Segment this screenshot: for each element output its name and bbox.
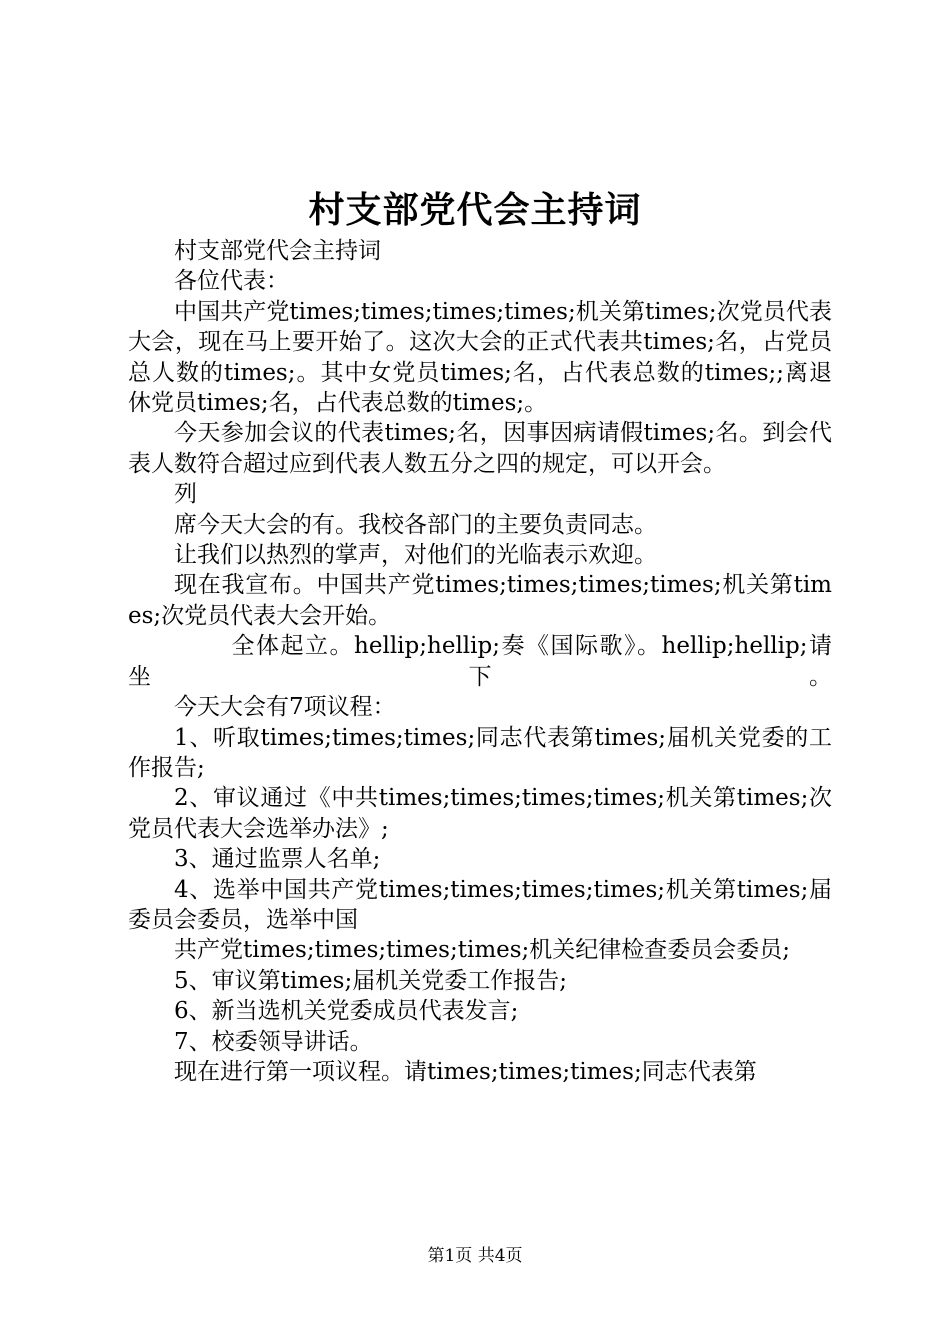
paragraph: 现在我宣布。中国共产党times;times;times;times;机关第times;次党员代表大会开始。 [128, 572, 832, 629]
paragraph-heading: 村支部党代会主持词 [174, 238, 381, 264]
document-title: 村支部党代会主持词 [308, 189, 642, 231]
paragraph: 中国共产党times;times;times;times;机关第times;次党员代表大会，现在马上要开始了。这次大会的正式代表共times;名，占党员总人数的times;。其中女党员times;名，占代表总数的times;;离退休党员times;名，占代表总数的times;。 [128, 298, 832, 417]
agenda-item: 7、校委领导讲话。 [174, 1028, 373, 1055]
page-number: 第1页 共4页 [427, 1246, 523, 1266]
agenda-item: 1、听取times;times;times;同志代表第times;届机关党委的工作报告; [128, 724, 832, 781]
paragraph: 今天大会有7项议程： [174, 694, 396, 721]
agenda-item: 2、审议通过《中共times;times;times;times;机关第times;次党员代表大会选举办法》; [128, 785, 832, 842]
agenda-item: 3、通过监票人名单; [174, 846, 381, 873]
paragraph: 列 [174, 481, 197, 508]
paragraph-salutation: 各位代表： [174, 268, 289, 295]
agenda-item: 4、选举中国共产党times;times;times;times;机关第times;届委员会委员，选举中国 [128, 876, 832, 933]
agenda-item-continued: 共产党times;times;times;times;机关纪律检查委员会委员; [174, 937, 791, 964]
agenda-item: 5、审议第times;届机关党委工作报告; [174, 967, 567, 994]
agenda-item: 6、新当选机关党委成员代表发言; [174, 998, 519, 1025]
paragraph: 现在进行第一项议程。请times;times;times;同志代表第 [174, 1058, 757, 1085]
paragraph: 让我们以热烈的掌声，对他们的光临表示欢迎。 [174, 542, 657, 569]
paragraph: 全体起立。hellip;hellip;奏《国际歌》。hellip;hellip;请坐下。 [128, 633, 832, 690]
document-body [128, 236, 832, 1087]
paragraph: 席今天大会的有。我校各部门的主要负责同志。 [174, 511, 657, 538]
paragraph: 今天参加会议的代表times;名，因事因病请假times;名。到会代表人数符合超过应到代表人数五分之四的规定，可以开会。 [128, 420, 832, 477]
